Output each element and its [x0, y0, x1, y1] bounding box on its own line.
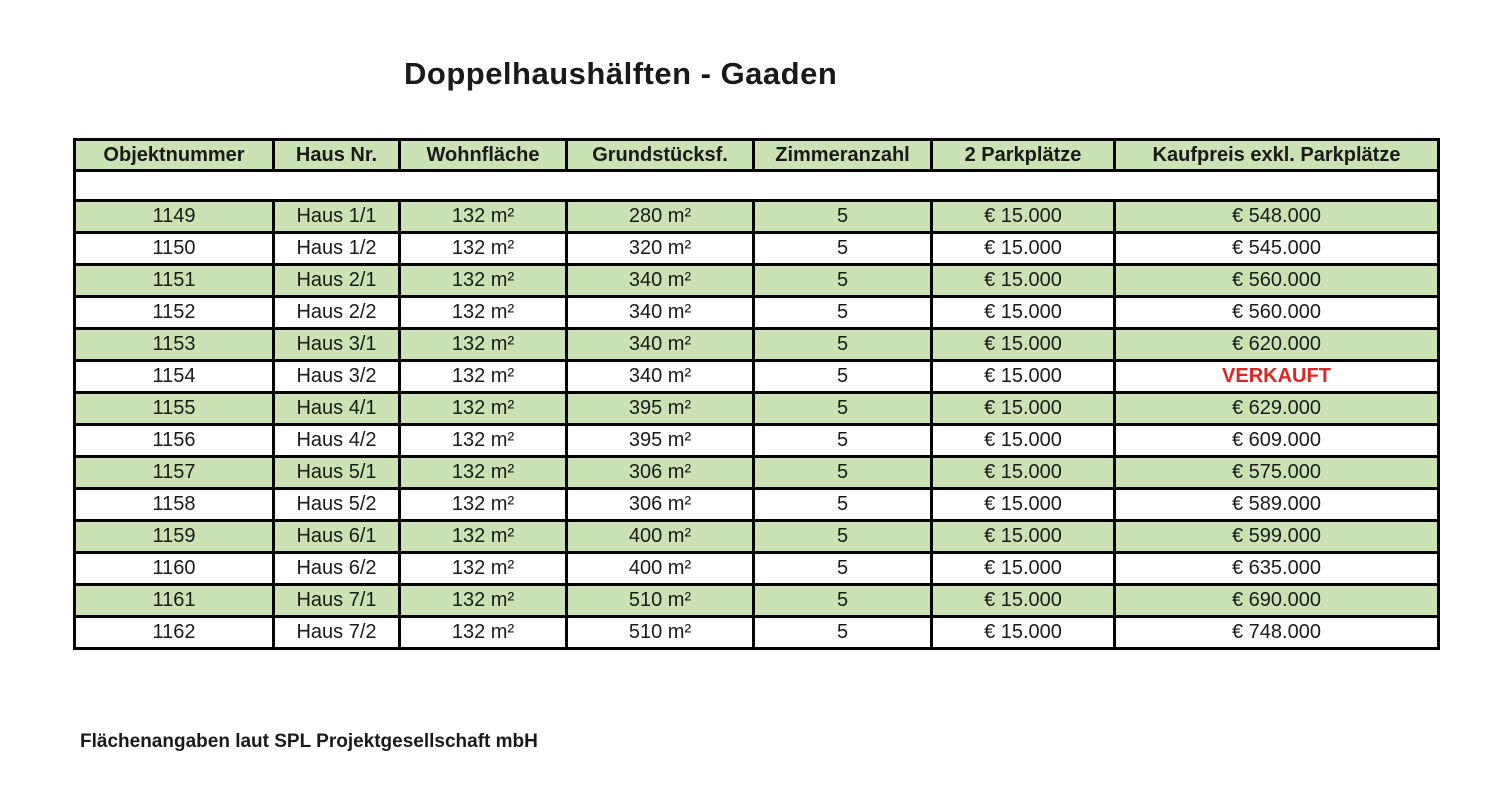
cell-haus-nr: Haus 4/2 [274, 425, 400, 457]
cell-kaufpreis: € 589.000 [1115, 489, 1439, 521]
column-header-grundstuecksflaeche: Grundstücksf. [567, 140, 754, 171]
cell-zimmeranzahl: 5 [754, 425, 932, 457]
cell-grundstuecksflaeche: 306 m² [567, 489, 754, 521]
cell-zimmeranzahl: 5 [754, 201, 932, 233]
cell-grundstuecksflaeche: 340 m² [567, 361, 754, 393]
cell-wohnflaeche: 132 m² [400, 265, 567, 297]
cell-haus-nr: Haus 6/2 [274, 553, 400, 585]
cell-parkplaetze: € 15.000 [932, 553, 1115, 585]
table-header-row [75, 140, 1439, 171]
cell-parkplaetze: € 15.000 [932, 425, 1115, 457]
table-row [75, 297, 1439, 329]
cell-wohnflaeche: 132 m² [400, 201, 567, 233]
cell-zimmeranzahl: 5 [754, 265, 932, 297]
cell-objektnummer: 1151 [75, 265, 274, 297]
cell-haus-nr: Haus 7/2 [274, 617, 400, 649]
cell-kaufpreis: € 560.000 [1115, 297, 1439, 329]
cell-parkplaetze: € 15.000 [932, 361, 1115, 393]
table-row [75, 489, 1439, 521]
cell-objektnummer: 1155 [75, 393, 274, 425]
cell-objektnummer: 1162 [75, 617, 274, 649]
cell-kaufpreis: € 748.000 [1115, 617, 1439, 649]
cell-wohnflaeche: 132 m² [400, 585, 567, 617]
cell-kaufpreis: € 635.000 [1115, 553, 1439, 585]
cell-kaufpreis: € 620.000 [1115, 329, 1439, 361]
cell-grundstuecksflaeche: 510 m² [567, 585, 754, 617]
cell-kaufpreis: € 609.000 [1115, 425, 1439, 457]
cell-parkplaetze: € 15.000 [932, 329, 1115, 361]
cell-wohnflaeche: 132 m² [400, 297, 567, 329]
table-row [75, 329, 1439, 361]
cell-wohnflaeche: 132 m² [400, 489, 567, 521]
cell-haus-nr: Haus 1/2 [274, 233, 400, 265]
cell-wohnflaeche: 132 m² [400, 361, 567, 393]
spacer-row [75, 171, 1439, 201]
column-header-parkplaetze: 2 Parkplätze [932, 140, 1115, 171]
cell-parkplaetze: € 15.000 [932, 393, 1115, 425]
cell-haus-nr: Haus 4/1 [274, 393, 400, 425]
column-header-haus-nr: Haus Nr. [274, 140, 400, 171]
cell-grundstuecksflaeche: 395 m² [567, 425, 754, 457]
cell-kaufpreis: € 545.000 [1115, 233, 1439, 265]
spacer-cell [75, 171, 1439, 201]
cell-haus-nr: Haus 5/1 [274, 457, 400, 489]
table-row [75, 457, 1439, 489]
cell-zimmeranzahl: 5 [754, 329, 932, 361]
cell-grundstuecksflaeche: 340 m² [567, 265, 754, 297]
cell-kaufpreis: € 599.000 [1115, 521, 1439, 553]
cell-wohnflaeche: 132 m² [400, 425, 567, 457]
cell-objektnummer: 1154 [75, 361, 274, 393]
page-title: Doppelhaushälften - Gaaden [404, 56, 838, 91]
table-row [75, 393, 1439, 425]
table-row [75, 617, 1439, 649]
cell-objektnummer: 1153 [75, 329, 274, 361]
cell-grundstuecksflaeche: 340 m² [567, 329, 754, 361]
cell-parkplaetze: € 15.000 [932, 489, 1115, 521]
cell-wohnflaeche: 132 m² [400, 233, 567, 265]
cell-objektnummer: 1156 [75, 425, 274, 457]
cell-zimmeranzahl: 5 [754, 585, 932, 617]
cell-grundstuecksflaeche: 400 m² [567, 521, 754, 553]
cell-objektnummer: 1150 [75, 233, 274, 265]
cell-parkplaetze: € 15.000 [932, 521, 1115, 553]
table-row [75, 201, 1439, 233]
cell-grundstuecksflaeche: 400 m² [567, 553, 754, 585]
cell-grundstuecksflaeche: 320 m² [567, 233, 754, 265]
cell-wohnflaeche: 132 m² [400, 617, 567, 649]
cell-grundstuecksflaeche: 306 m² [567, 457, 754, 489]
cell-wohnflaeche: 132 m² [400, 457, 567, 489]
table-row [75, 425, 1439, 457]
cell-kaufpreis: VERKAUFT [1115, 361, 1439, 393]
cell-zimmeranzahl: 5 [754, 617, 932, 649]
table-body [75, 171, 1439, 649]
table-row [75, 521, 1439, 553]
cell-parkplaetze: € 15.000 [932, 457, 1115, 489]
cell-parkplaetze: € 15.000 [932, 233, 1115, 265]
cell-zimmeranzahl: 5 [754, 233, 932, 265]
cell-parkplaetze: € 15.000 [932, 201, 1115, 233]
cell-objektnummer: 1160 [75, 553, 274, 585]
cell-wohnflaeche: 132 m² [400, 329, 567, 361]
cell-objektnummer: 1158 [75, 489, 274, 521]
price-table [73, 138, 1440, 650]
table-row [75, 361, 1439, 393]
cell-zimmeranzahl: 5 [754, 297, 932, 329]
column-header-objektnummer: Objektnummer [75, 140, 274, 171]
cell-objektnummer: 1149 [75, 201, 274, 233]
cell-kaufpreis: € 548.000 [1115, 201, 1439, 233]
footer-note: Flächenangaben laut SPL Projektgesellschaft mbH [80, 731, 538, 752]
cell-haus-nr: Haus 3/1 [274, 329, 400, 361]
table-row [75, 553, 1439, 585]
cell-haus-nr: Haus 2/1 [274, 265, 400, 297]
column-header-wohnflaeche: Wohnfläche [400, 140, 567, 171]
cell-haus-nr: Haus 2/2 [274, 297, 400, 329]
cell-grundstuecksflaeche: 510 m² [567, 617, 754, 649]
cell-zimmeranzahl: 5 [754, 489, 932, 521]
cell-objektnummer: 1157 [75, 457, 274, 489]
cell-zimmeranzahl: 5 [754, 521, 932, 553]
cell-parkplaetze: € 15.000 [932, 265, 1115, 297]
cell-haus-nr: Haus 5/2 [274, 489, 400, 521]
column-header-zimmeranzahl: Zimmeranzahl [754, 140, 932, 171]
cell-wohnflaeche: 132 m² [400, 393, 567, 425]
cell-grundstuecksflaeche: 280 m² [567, 201, 754, 233]
cell-zimmeranzahl: 5 [754, 361, 932, 393]
cell-haus-nr: Haus 1/1 [274, 201, 400, 233]
cell-objektnummer: 1161 [75, 585, 274, 617]
cell-haus-nr: Haus 6/1 [274, 521, 400, 553]
cell-grundstuecksflaeche: 340 m² [567, 297, 754, 329]
cell-objektnummer: 1152 [75, 297, 274, 329]
cell-kaufpreis: € 575.000 [1115, 457, 1439, 489]
cell-grundstuecksflaeche: 395 m² [567, 393, 754, 425]
cell-kaufpreis: € 629.000 [1115, 393, 1439, 425]
cell-kaufpreis: € 690.000 [1115, 585, 1439, 617]
cell-haus-nr: Haus 7/1 [274, 585, 400, 617]
cell-zimmeranzahl: 5 [754, 393, 932, 425]
cell-zimmeranzahl: 5 [754, 457, 932, 489]
cell-objektnummer: 1159 [75, 521, 274, 553]
cell-haus-nr: Haus 3/2 [274, 361, 400, 393]
table-row [75, 233, 1439, 265]
table-row [75, 585, 1439, 617]
column-header-kaufpreis: Kaufpreis exkl. Parkplätze [1115, 140, 1439, 171]
cell-wohnflaeche: 132 m² [400, 553, 567, 585]
cell-kaufpreis: € 560.000 [1115, 265, 1439, 297]
table-row [75, 265, 1439, 297]
cell-wohnflaeche: 132 m² [400, 521, 567, 553]
cell-parkplaetze: € 15.000 [932, 617, 1115, 649]
cell-parkplaetze: € 15.000 [932, 585, 1115, 617]
cell-parkplaetze: € 15.000 [932, 297, 1115, 329]
cell-zimmeranzahl: 5 [754, 553, 932, 585]
